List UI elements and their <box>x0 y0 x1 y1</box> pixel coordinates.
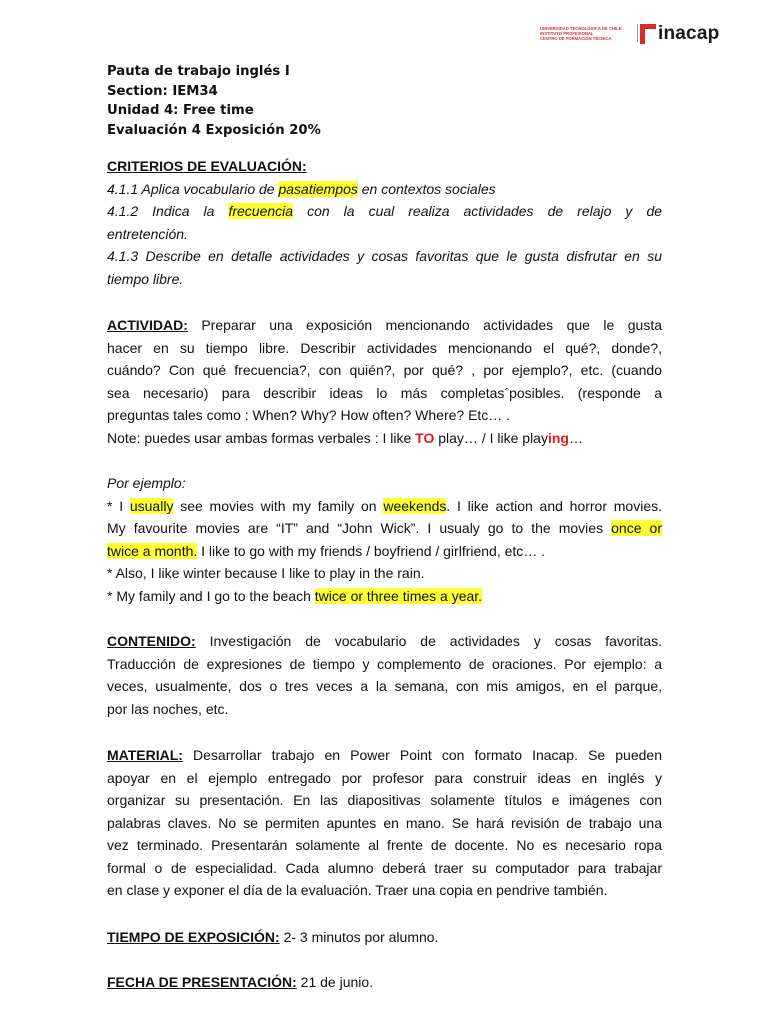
material-section <box>107 744 662 902</box>
inacap-brand-text: inacap <box>658 23 720 44</box>
material-line-7: en clase y exponer el día de la evaluación. Traer una copia en pendrive también. <box>107 882 608 898</box>
criterio-3-cont: tiempo libre. <box>107 270 184 287</box>
inacap-mark-icon <box>640 24 656 44</box>
title-block <box>107 62 321 140</box>
material-line-5: vez terminado. Presentarán solamente al frente de docente. No es necesario ropa <box>107 837 662 853</box>
title-line-3: Unidad 4: Free time <box>107 103 254 118</box>
ejemplo-section <box>107 472 662 607</box>
ejemplo-heading: Por ejemplo: <box>107 475 186 491</box>
material-line-1: MATERIAL: Desarrollar trabajo en Power Point con formato Inacap. Se pueden <box>107 747 662 763</box>
tiempo-section <box>107 926 662 949</box>
material-line-2: apoyar en el ejemplo entregado por profesor para construir ideas en inglés y <box>107 769 662 786</box>
criterio-3: 4.1.3 Describe en detalle actividades y cosas favoritas que le gusta disfrutar en su <box>107 248 662 264</box>
logo-divider <box>637 24 638 42</box>
title-line-4: Evaluación 4 Exposición 20% <box>107 122 321 138</box>
actividad-line-1: ACTIVIDAD: Preparar una exposición mencionando actividades que le gusta <box>107 317 662 333</box>
university-line-3: CENTRO DE FORMACIÓN TÉCNICA <box>540 36 612 41</box>
title-line-1: Pauta de trabajo inglés I <box>107 64 290 79</box>
actividad-line-5: preguntas tales como : When? Why? How often? Where? Etc… . <box>107 407 511 423</box>
contenido-line-1: CONTENIDO: Investigación de vocabulario de actividades y cosas favoritas. <box>107 633 662 649</box>
criterio-1: 4.1.1 Aplica vocabulario de pasatiempos en contextos sociales <box>107 180 496 197</box>
ejemplo-line-3: twice a month. I like to go with my friends / boyfriend / girlfriend, etc… . <box>107 542 546 559</box>
contenido-label: CONTENIDO: <box>107 633 196 649</box>
university-logo-text <box>540 26 632 41</box>
university-line-1: UNIVERSIDAD TECNOLÓGICA DE CHILE <box>540 26 622 31</box>
material-line-6: formal o de especialidad. Cada alumno deberá traer su computador para trabajar <box>107 859 662 876</box>
contenido-section <box>107 630 662 720</box>
actividad-line-4: sea necesario) para describir ideas lo más completas´posibles. (responde a <box>107 384 662 401</box>
actividad-line-2: hacer en su tiempo libre. Describir actividades mencionando el qué?, donde?, <box>107 339 662 356</box>
ejemplo-line-2: My favourite movies are “IT” and “John Wick”. I usualy go to the movies once or <box>107 520 663 536</box>
contenido-line-4: por las noches, etc. <box>107 700 229 717</box>
material-label: MATERIAL: <box>107 747 183 763</box>
criterio-2-cont: entretención. <box>107 225 188 242</box>
tiempo-label: TIEMPO DE EXPOSICIÓN: <box>107 929 280 945</box>
title-line-2: Section: IEM34 <box>107 83 218 99</box>
material-line-3: organizar su presentación. En las diapositivas solamente títulos e imágenes con <box>107 792 662 808</box>
criterio-2: 4.1.2 Indica la frecuencia con la cual realiza actividades de relajo y de <box>107 203 663 219</box>
criterios-section <box>107 155 662 290</box>
actividad-note: Note: puedes usar ambas formas verbales : I like TO play… / I like playing… <box>107 429 583 446</box>
actividad-label: ACTIVIDAD: <box>107 317 188 333</box>
contenido-line-2: Traducción de expresiones de tiempo y complemento de oraciones. Por ejemplo: a <box>107 655 662 672</box>
ejemplo-line-5: * My family and I go to the beach twice or three times a year. <box>107 587 483 604</box>
fecha-section <box>107 971 662 994</box>
ejemplo-line-4: * Also, I like winter because I like to play in the rain. <box>107 565 425 581</box>
contenido-line-3: veces, usualmente, dos o tres veces a la semana, con mis amigos, en el parque, <box>107 678 662 694</box>
tiempo-line: TIEMPO DE EXPOSICIÓN: 2- 3 minutos por alumno. <box>107 929 439 945</box>
university-line-2: INSTITUTO PROFESIONAL <box>540 31 594 36</box>
material-line-4: palabras claves. No se permiten apuntes en mano. Se hará revisión de trabajo una <box>107 814 662 831</box>
ejemplo-line-1: * I usually see movies with my family on weekends. I like action and horror movies. <box>107 497 662 514</box>
fecha-line: FECHA DE PRESENTACIÓN: 21 de junio. <box>107 974 374 990</box>
criterios-heading: CRITERIOS DE EVALUACIÓN: <box>107 158 307 174</box>
inacap-logo <box>640 22 719 46</box>
fecha-label: FECHA DE PRESENTACIÓN: <box>107 974 297 990</box>
actividad-line-3: cuándo? Con qué frecuencia?, con quién?, por qué? , por ejemplo?, etc. (cuando <box>107 362 662 378</box>
actividad-section <box>107 314 662 449</box>
